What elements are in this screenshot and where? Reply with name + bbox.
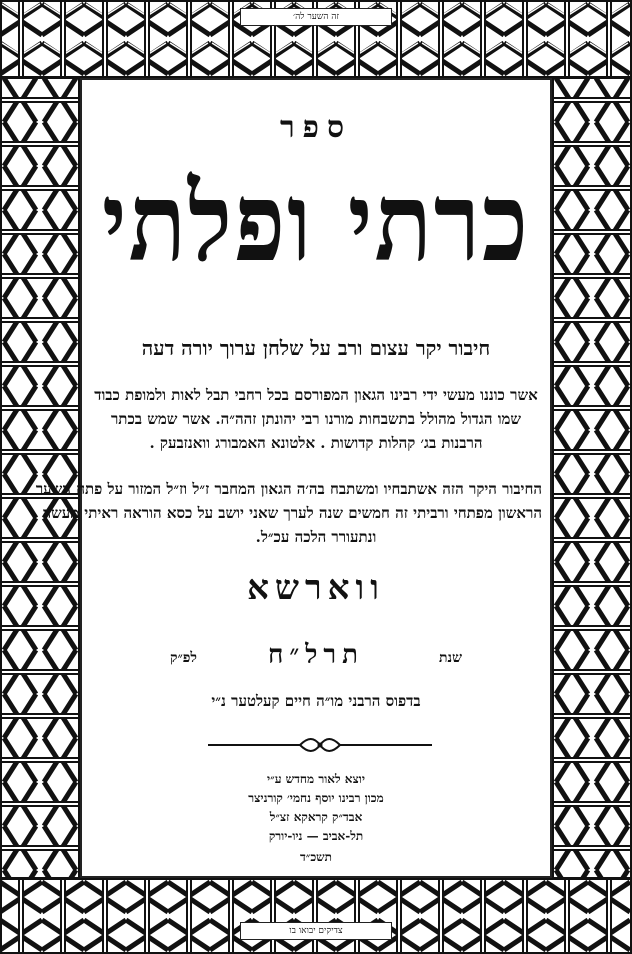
ornamental-divider (208, 736, 432, 754)
quote-paragraph-line: ונתעורר הלכה עכ״ל. (255, 528, 377, 546)
bottom-banner: צדיקים יבואו בו (240, 922, 392, 940)
author-paragraph-line: שמו הגדול מהולל בתשבחות מורנו רבי יהונתן זהה״ה. אשר שמש בכתר (110, 410, 522, 428)
publisher-line: מכון רבינו יוסף נחמי׳ קורניצר (248, 791, 384, 805)
printer-line: בדפוס הרבני מו״ה חיים קעלטער נ״י (211, 692, 421, 710)
ornamental-border-right (552, 78, 632, 878)
publisher-line: אבד״ק קראקא זצ״ל (269, 810, 363, 824)
year-row (90, 640, 542, 676)
quote-paragraph-line: החיבור היקר הזה אשתבחיו ומשתבח בה׳ה הגאון המחבר ז״ל וז״ל המזור על פתח השער (35, 480, 542, 498)
year-suffix: לפ״ק (170, 650, 197, 666)
author-paragraph-line: אשר כוננו מעשי ידי רבינו הגאון המפורסם בכל רחבי תבל לאות ולמופת כבוד (94, 386, 538, 404)
top-banner: זה השער לה׳ (240, 8, 392, 26)
year-value: תרל״ח (267, 640, 365, 670)
year-word: שנת (438, 650, 462, 666)
book-subtitle: חיבור יקר עצום ורב על שלחן ערוך יורה דעה (141, 336, 491, 360)
city-name: ווארשא (247, 568, 385, 608)
quote-paragraph-line: הראשון מפתחי ורביתי זה חמשים שנה לערך שאני יושב על כסא הוראה ראיתי מעשה (42, 504, 542, 522)
publisher-line: תל-אביב — ניו-יורק (268, 829, 364, 843)
publisher-line: יוצא לאור מחדש ע״י (266, 772, 365, 786)
publisher-line: תשכ״ד (299, 850, 332, 864)
sefer-heading: ספר (279, 110, 353, 145)
author-paragraph-line: הרבנות בג׳ קהלות קדושות . אלטונא האמבורג וואנזבעק . (149, 434, 483, 452)
book-title: כרתי ופלתי (102, 159, 530, 287)
ornamental-border-bottom (0, 878, 632, 954)
